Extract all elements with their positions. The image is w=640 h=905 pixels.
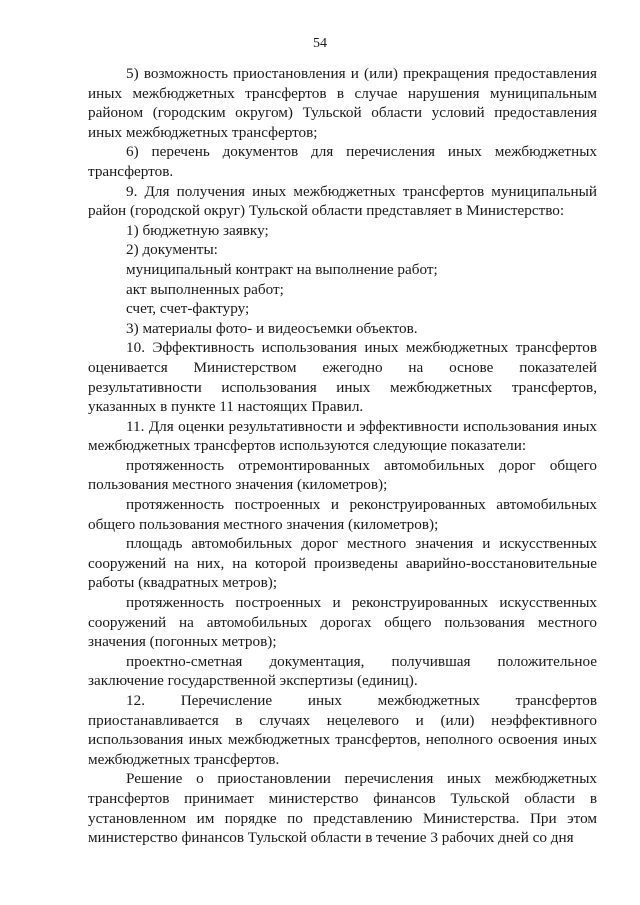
paragraph-indicator: протяженность построенных и реконструированных искусственных сооружений на автомобильных дорогах общего пользования местного значения (погонных метров); <box>88 594 597 651</box>
page-number: 54 <box>313 36 327 51</box>
paragraph-indicator: протяженность построенных и реконструированных автомобильных общего пользования местного значения (километров); <box>88 496 597 533</box>
paragraph-list-item: 2) документы: <box>126 241 218 259</box>
paragraph-item-6: 6) перечень документов для перечисления иных межбюджетных трансфертов. <box>88 143 597 180</box>
document-body <box>88 64 597 848</box>
paragraph-clause-11: 11. Для оценки результативности и эффективности использования иных межбюджетных трансфертов используются следующие показатели: <box>88 417 597 455</box>
paragraph-list-item: муниципальный контракт на выполнение работ; <box>126 260 438 278</box>
paragraph-list-item: 3) материалы фото- и видеосъемки объектов. <box>126 319 418 337</box>
paragraph-list-item: счет, счет-фактуру; <box>126 300 250 318</box>
paragraph-item-5: 5) возможность приостановления и (или) прекращения предоставления иных межбюджетных трансфертов в случае нарушения муниципальным районом (городским округом) Тульской области условий предоставления иных межбюджетных трансфертов; <box>88 65 597 141</box>
paragraph-indicator: проектно-сметная документация, получившая положительное заключение государственной экспертизы (единиц). <box>88 652 597 690</box>
paragraph-clause-12: 12. Перечисление иных межбюджетных трансфертов приостанавливается в случаях нецелевого и (или) неэффективного использования иных межбюджетных трансфертов, неполного освоения иных межбюджетных трансфертов. <box>88 692 597 768</box>
paragraph-clause-10: 10. Эффективность использования иных межбюджетных трансфертов оценивается Министерством ежегодно на основе показателей результативности использования иных межбюджетных трансфертов, указанных в пункте 11 настоящих Правил. <box>88 339 597 416</box>
paragraph-decision: Решение о приостановлении перечисления иных межбюджетных трансфертов принимает министерство финансов Тульской области в установленном им порядке по представлению Министерства. При этом министерство финансов Тульской области в течение 3 рабочих дней со дня <box>88 770 597 847</box>
paragraph-list-item: акт выполненных работ; <box>126 280 284 298</box>
paragraph-clause-9: 9. Для получения иных межбюджетных трансфертов муниципальный район (городской округ) Тульской области представляет в Министерство: <box>88 182 597 220</box>
paragraph-indicator: площадь автомобильных дорог местного значения и искусственных сооружений на них, на которой произведены аварийно-восстановительные работы (квадратных метров); <box>88 535 597 592</box>
paragraph-indicator: протяженность отремонтированных автомобильных дорог общего пользования местного значения (километров); <box>88 456 597 494</box>
paragraph-list-item: 1) бюджетную заявку; <box>126 221 269 239</box>
